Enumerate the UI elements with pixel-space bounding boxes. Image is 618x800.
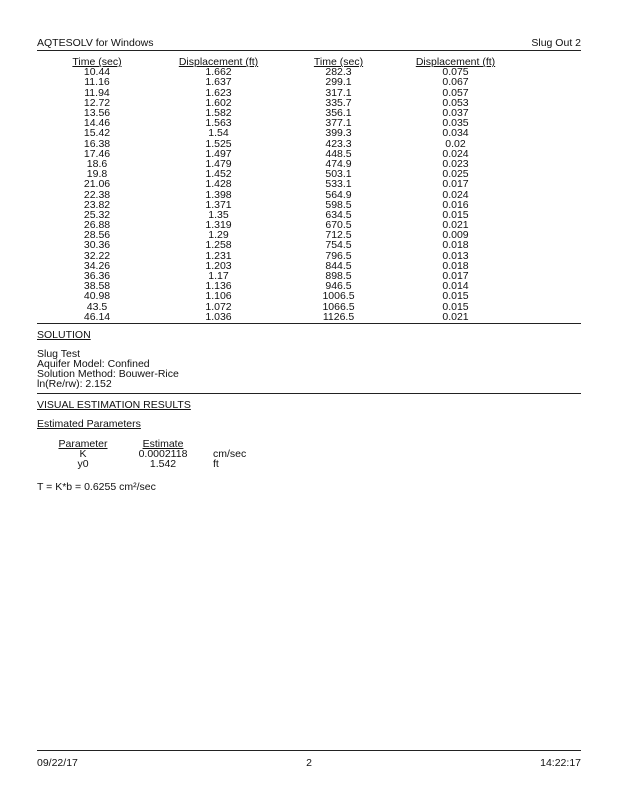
cell-time-2: 335.7: [325, 96, 352, 109]
file-name: Slug Out 2: [531, 37, 581, 49]
cell-time-1: 28.56: [83, 229, 111, 242]
footer-page-number: 2: [306, 757, 312, 769]
cell-displacement-1: 1.428: [205, 178, 232, 191]
cell-time-1: 11.94: [84, 86, 110, 99]
cell-displacement-1: 1.398: [205, 188, 232, 201]
cell-time-2: 1126.5: [322, 310, 355, 323]
cell-displacement-1: 1.072: [205, 300, 232, 313]
cell-displacement-2: 0.021: [442, 219, 469, 232]
cell-displacement-2: 0.02: [445, 137, 466, 150]
cell-time-1: 26.88: [83, 219, 111, 232]
cell-displacement-2: 0.037: [442, 107, 469, 120]
cell-displacement-2: 0.015: [442, 208, 469, 221]
cell-time-2: 946.5: [325, 280, 352, 293]
cell-time-2: 423.3: [325, 137, 352, 150]
footer-rule: [37, 750, 581, 751]
param-name: y0: [77, 458, 89, 470]
cell-time-2: 564.9: [325, 188, 352, 201]
cell-displacement-2: 0.015: [442, 300, 469, 313]
cell-time-2: 754.5: [325, 239, 352, 252]
table-row: [37, 312, 514, 322]
cell-time-1: 11.16: [84, 76, 110, 89]
solution-line: Aquifer Model: Confined: [37, 358, 150, 370]
cell-displacement-2: 0.023: [442, 157, 469, 170]
cell-time-2: 1066.5: [322, 300, 355, 313]
cell-time-2: 399.3: [325, 127, 352, 140]
footer-date: 09/22/17: [37, 757, 78, 769]
table-row: [37, 291, 514, 301]
cell-displacement-2: 0.025: [442, 168, 469, 181]
cell-displacement-2: 0.017: [442, 178, 469, 191]
param-estimate: 1.542: [149, 458, 177, 470]
solution-line: Solution Method: Bouwer-Rice: [37, 368, 179, 380]
solution-line: Slug Test: [37, 348, 80, 360]
cell-displacement-2: 0.015: [442, 290, 469, 303]
cell-displacement-2: 0.014: [442, 280, 469, 293]
cell-displacement-1: 1.231: [205, 249, 232, 262]
cell-displacement-1: 1.319: [205, 219, 232, 232]
cell-time-2: 1006.5: [322, 290, 355, 303]
cell-time-2: 299.1: [325, 76, 352, 89]
section-rule: [37, 323, 581, 324]
cell-displacement-1: 1.54: [208, 127, 229, 140]
cell-time-1: 21.06: [83, 178, 111, 191]
cell-displacement-1: 1.258: [205, 239, 232, 252]
cell-time-2: 712.5: [325, 229, 352, 242]
cell-displacement-2: 0.057: [442, 86, 469, 99]
cell-time-1: 30.36: [83, 239, 111, 252]
cell-displacement-1: 1.29: [208, 229, 229, 242]
cell-displacement-2: 0.075: [442, 66, 469, 79]
cell-time-1: 46.14: [83, 310, 111, 323]
param-unit: ft: [213, 458, 219, 470]
cell-time-1: 19.8: [86, 168, 108, 181]
cell-time-2: 898.5: [325, 270, 352, 283]
cell-time-1: 13.56: [83, 107, 111, 120]
parameters-table: [53, 439, 263, 469]
visual-heading: VISUAL ESTIMATION RESULTS: [37, 399, 191, 411]
cell-displacement-1: 1.563: [205, 117, 232, 130]
app-title: AQTESOLV for Windows: [37, 37, 154, 49]
cell-displacement-1: 1.203: [205, 259, 232, 272]
solution-heading: SOLUTION: [37, 329, 91, 341]
col-header-displacement-2: Displacement (ft): [415, 56, 496, 69]
cell-time-2: 634.5: [325, 208, 352, 221]
footer-time: 14:22:17: [540, 757, 581, 769]
col-header-time-1: Time (sec): [72, 56, 122, 69]
param-unit: cm/sec: [213, 448, 247, 460]
cell-displacement-1: 1.452: [205, 168, 232, 181]
cell-displacement-1: 1.35: [208, 208, 229, 221]
cell-displacement-2: 0.018: [442, 259, 469, 272]
cell-time-1: 40.98: [83, 290, 111, 303]
cell-time-1: 32.22: [83, 249, 111, 262]
cell-time-2: 796.5: [325, 249, 352, 262]
cell-time-2: 282.3: [325, 66, 352, 79]
cell-displacement-1: 1.602: [205, 96, 232, 109]
cell-displacement-1: 1.582: [205, 107, 232, 120]
cell-time-1: 43.5: [86, 300, 108, 313]
cell-time-1: 15.42: [83, 127, 111, 140]
cell-displacement-2: 0.024: [442, 188, 469, 201]
cell-displacement-1: 1.036: [205, 310, 232, 323]
param-header-name: Parameter: [58, 438, 108, 450]
cell-time-2: 377.1: [325, 117, 352, 130]
cell-displacement-2: 0.035: [442, 117, 469, 130]
cell-displacement-1: 1.662: [205, 66, 232, 79]
cell-displacement-2: 0.016: [442, 198, 469, 211]
cell-displacement-1: 1.17: [208, 270, 229, 283]
cell-displacement-1: 1.106: [205, 290, 232, 303]
cell-time-1: 14.46: [83, 117, 111, 130]
cell-time-2: 503.1: [325, 168, 352, 181]
param-estimate: 0.0002118: [138, 448, 188, 460]
table-row: [37, 179, 514, 189]
solution-line: ln(Re/rw): 2.152: [37, 378, 112, 390]
cell-time-2: 598.5: [325, 198, 352, 211]
header-rule: [37, 50, 581, 51]
param-header-estimate: Estimate: [142, 438, 184, 450]
param-row: [53, 459, 263, 469]
param-name: K: [79, 448, 87, 460]
cell-time-2: 317.1: [325, 86, 352, 99]
cell-time-1: 38.58: [83, 280, 111, 293]
table-row: [37, 128, 514, 138]
cell-time-2: 844.5: [325, 259, 352, 272]
cell-time-2: 474.9: [325, 157, 352, 170]
cell-time-2: 356.1: [325, 107, 352, 120]
cell-time-1: 12.72: [83, 96, 111, 109]
cell-displacement-1: 1.637: [205, 76, 232, 89]
cell-displacement-1: 1.623: [205, 86, 232, 99]
cell-displacement-2: 0.021: [442, 310, 469, 323]
cell-time-1: 25.32: [83, 208, 111, 221]
cell-displacement-2: 0.024: [442, 147, 469, 160]
col-header-time-2: Time (sec): [313, 56, 364, 69]
transmissivity-line: T = K*b = 0.6255 cm²/sec: [37, 481, 156, 493]
parameters-subheading: Estimated Parameters: [37, 418, 141, 430]
col-header-displacement-1: Displacement (ft): [178, 56, 259, 69]
cell-displacement-2: 0.067: [442, 76, 469, 89]
cell-displacement-2: 0.018: [442, 239, 469, 252]
cell-displacement-1: 1.479: [205, 157, 232, 170]
cell-displacement-2: 0.034: [442, 127, 469, 140]
data-table: [37, 57, 514, 322]
cell-displacement-2: 0.017: [442, 270, 469, 283]
section-rule: [37, 393, 581, 394]
cell-displacement-1: 1.525: [205, 137, 232, 150]
cell-time-2: 670.5: [325, 219, 352, 232]
cell-time-1: 22.38: [83, 188, 111, 201]
cell-time-1: 16.38: [83, 137, 111, 150]
cell-time-1: 36.36: [83, 270, 111, 283]
cell-time-1: 23.82: [83, 198, 111, 211]
cell-displacement-1: 1.371: [205, 198, 232, 211]
cell-displacement-1: 1.136: [205, 280, 232, 293]
cell-time-1: 18.6: [86, 157, 108, 170]
cell-time-1: 10.44: [83, 66, 111, 79]
cell-time-1: 34.26: [83, 259, 111, 272]
cell-time-1: 17.46: [83, 147, 111, 160]
cell-displacement-1: 1.497: [205, 147, 232, 160]
cell-displacement-2: 0.013: [442, 249, 469, 262]
cell-time-2: 533.1: [325, 178, 352, 191]
cell-displacement-2: 0.053: [442, 96, 469, 109]
cell-time-2: 448.5: [325, 147, 352, 160]
cell-displacement-2: 0.009: [442, 229, 469, 242]
data-table-body: [37, 67, 514, 322]
